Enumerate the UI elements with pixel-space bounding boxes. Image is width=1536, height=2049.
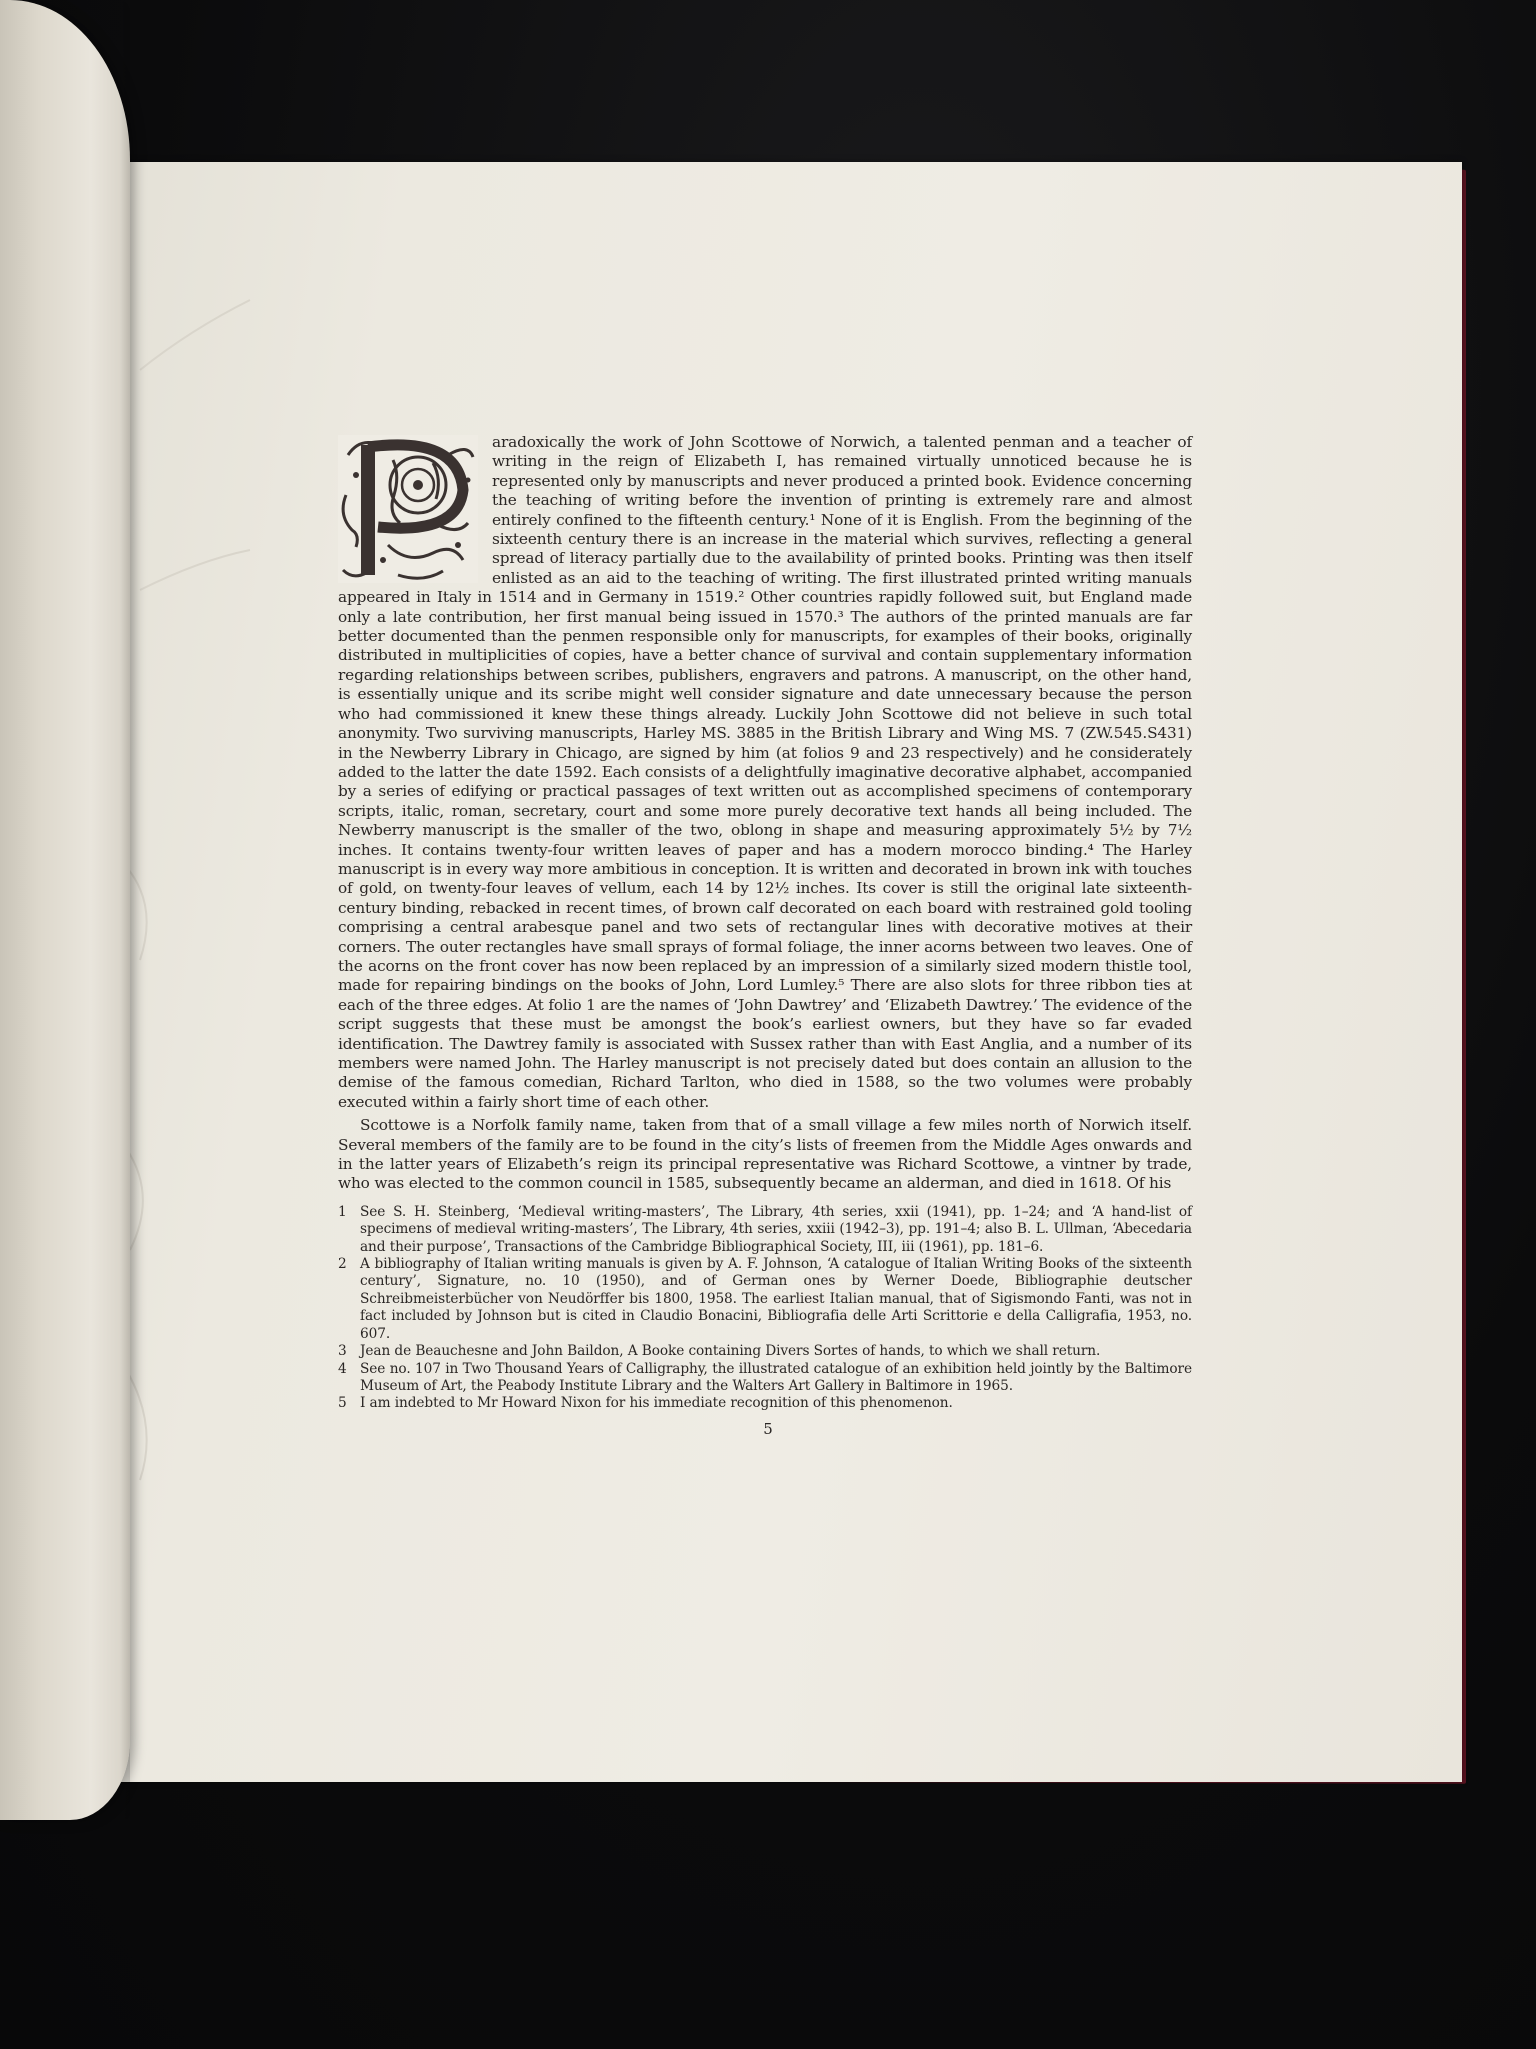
previous-page-curl xyxy=(0,0,130,1820)
footnote-1 xyxy=(338,1204,1192,1256)
footnotes xyxy=(338,1204,1192,1413)
footnote-text: A bibliography of Italian writing manuals is given by A. F. Johnson, ‘A catalogue of Italian Writing Books of the sixteenth century’, Signature, no. 10 (1950), and of German ones by Werner Doede, Bibliographie deutscher Schreibmeisterbücher von Neudörffer bis 1800, 1958. The earliest Italian manual, that of Sigismondo Fanti, was not in fact included by Johnson but is cited in Claudio Bonacini, Bibliografia delle Arti Scrittorie e della Calligrafia, 1953, no. 607. xyxy=(360,1256,1192,1342)
footnote-text: See S. H. Steinberg, ‘Medieval writing-masters’, The Library, 4th series, xxii (1941), pp. 1–24; and ‘A hand-list of specimens of medieval writing-masters’, The Library, 4th series, xxiii (1942–3), pp. 191–4; also B. L. Ullman, ‘Abecedaria and their purpose’, Transactions of the Cambridge Bibliographical Society, III, iii (1961), pp. 181–6. xyxy=(360,1203,1192,1255)
page-creases xyxy=(100,260,360,1660)
footnote-text: Jean de Beauchesne and John Baildon, A Booke containing Divers Sortes of hands, to which we shall return. xyxy=(360,1343,1101,1360)
footnote-number: 1 xyxy=(338,1203,347,1220)
footnote-number: 4 xyxy=(338,1360,347,1377)
footnote-number: 3 xyxy=(338,1343,347,1360)
footnote-4 xyxy=(338,1361,1192,1396)
footnote-number: 5 xyxy=(338,1395,347,1412)
footnote-3 xyxy=(338,1343,1192,1360)
text-block xyxy=(338,433,1192,1413)
page-number: 5 xyxy=(763,1420,773,1438)
footnote-text: I am indebted to Mr Howard Nixon for his immediate recognition of this phenomenon. xyxy=(360,1395,953,1412)
footnote-number: 2 xyxy=(338,1256,347,1273)
paragraph-1: aradoxically the work of John Scottowe of Norwich, a talented penman and a teacher of writing in the reign of Elizabeth I, has remained virtually unnoticed because he is represented only by manuscripts and never produced a printed book. Evidence concerning the teaching of writing before the invention of printing is extremely rare and almost entirely confined to the fifteenth century.¹ None of it is English. From the beginning of the sixteenth century there is an increase in the material which survives, reflecting a general spread of literacy partially due to the availability of printed books. Printing was then itself enlisted as an aid to the teaching of writing. The first illustrated printed writing manuals appeared in Italy in 1514 and in Germany in 1519.² Other countries rapidly followed suit, but England made only a late contribution, her first manual being issued in 1570.³ The authors of the printed manuals are far better documented than the penmen responsible only for manuscripts, for examples of their books, originally distributed in multiplicities of copies, have a better chance of survival and contain supplementary information regarding relationships between scribes, publishers, engravers and patrons. A manuscript, on the other hand, is essentially unique and its scribe might well consider signature and date unnecessary because the person who had commissioned it knew these things already. Luckily John Scottowe did not believe in such total anonymity. Two surviving manuscripts, Harley MS. 3885 in the British Library and Wing MS. 7 (ZW.545.S431) in the Newberry Library in Chicago, are signed by him (at folios 9 and 23 respectively) and he considerately added to the latter the date 1592. Each consists of a delightfully imaginative decorative alphabet, accompanied by a series of edifying or practical passages of text written out as accomplished specimens of contemporary scripts, italic, roman, secretary, court and some more purely decorative text hands all being included. The Newberry manuscript is the smaller of the two, oblong in shape and measuring approximately 5½ by 7½ inches. It contains twenty-four written leaves of paper and has a modern morocco binding.⁴ The Harley manuscript is in every way more ambitious in conception. It is written and decorated in brown ink with touches of gold, on twenty-four leaves of vellum, each 14 by 12½ inches. Its cover is still the original late sixteenth-century binding, rebacked in recent times, of brown calf decorated on each board with restrained gold tooling comprising a central arabesque panel and two sets of rectangular lines with decorative motives at their corners. The outer rectangles have small sprays of formal foliage, the inner acorns between two leaves. One of the acorns on the front cover has now been replaced by an impression of a similarly sized modern thistle tool, made for repairing bindings on the books of John, Lord Lumley.⁵ There are also slots for three ribbon ties at each of the three edges. At folio 1 are the names of ‘John Dawtrey’ and ‘Elizabeth Dawtrey.’ The evidence of the script suggests that these must be amongst the book’s earliest owners, but they have so far evaded identification. The Dawtrey family is associated with Sussex rather than with East Anglia, and a number of its members were named John. The Harley manuscript is not precisely dated but does contain an allusion to the demise of the famous comedian, Richard Tarlton, who died in 1588, so the two volumes were probably executed within a fairly short time of each other. xyxy=(338,433,1192,1111)
paragraph-2: Scottowe is a Norfolk family name, taken from that of a small village a few miles north of Norwich itself. Several members of the family are to be found in the city’s lists of freemen from the Middle Ages onwards and in the latter years of Elizabeth’s reign its principal representative was Richard Scottowe, a vintner by trade, who was elected to the common council in 1585, subsequently became an alderman, and died in 1618. Of his xyxy=(338,1116,1192,1193)
footnote-5 xyxy=(338,1395,1192,1412)
footnote-text: See no. 107 in Two Thousand Years of Calligraphy, the illustrated catalogue of an exhibition held jointly by the Baltimore Museum of Art, the Peabody Institute Library and the Walters Art Gallery in Baltimore in 1965. xyxy=(360,1360,1192,1394)
decorated-initial-p xyxy=(338,435,478,583)
footnote-2 xyxy=(338,1256,1192,1343)
